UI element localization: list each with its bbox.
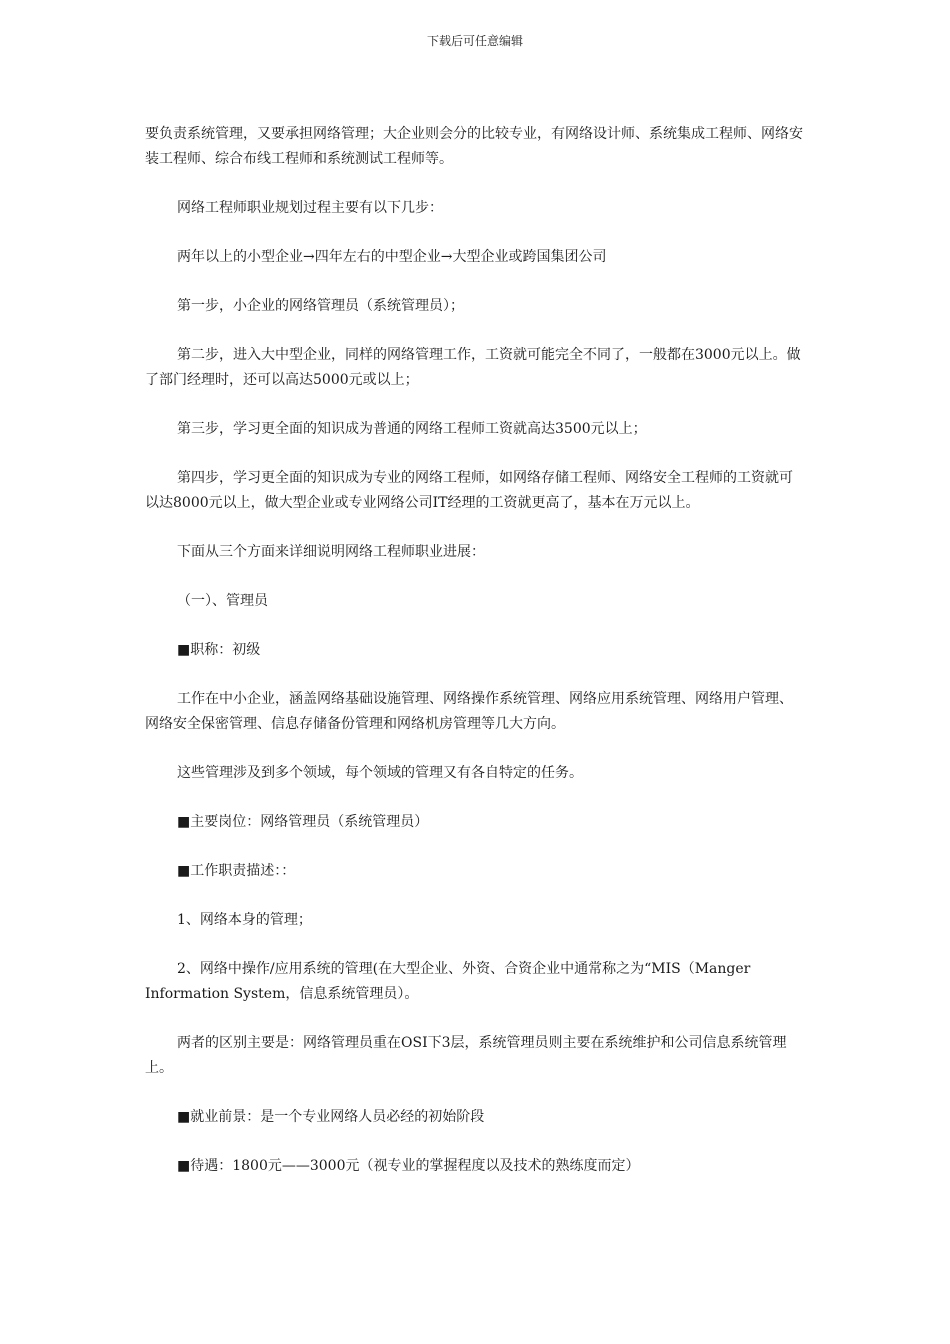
paragraph: 第二步，进入大中型企业，同样的网络管理工作，工资就可能完全不同了，一般都在3000元以上。做了部门经理时，还可以高达5000元或以上； <box>145 347 801 388</box>
list-item: 2、网络中操作/应用系统的管理(在大型企业、外资、合资企业中通常称之为“MIS（Manger Information System，信息系统管理员）。 <box>145 961 751 1002</box>
paragraph: 这些管理涉及到多个领域，每个领域的管理又有各自特定的任务。 <box>177 765 583 781</box>
paragraph: 网络工程师职业规划过程主要有以下几步： <box>177 200 443 216</box>
page-header: 下载后可任意编辑 <box>426 34 523 48</box>
section-heading: （一）、管理员 <box>177 593 268 609</box>
paragraph: 要负责系统管理，又要承担网络管理；大企业则会分的比较专业，有网络设计师、系统集成工程师、网络安装工程师、综合布线工程师和系统测试工程师等。 <box>145 126 803 167</box>
paragraph: 第四步，学习更全面的知识成为专业的网络工程师，如网络存储工程师、网络安全工程师的工资就可以达8000元以上，做大型企业或专业网络公司IT经理的工资就更高了，基本在万元以上。 <box>145 470 793 511</box>
document-body <box>145 122 805 1203</box>
list-item: 1、网络本身的管理； <box>177 912 312 928</box>
paragraph: 两者的区别主要是：网络管理员重在OSI下3层，系统管理员则主要在系统维护和公司信息系统管理上。 <box>145 1035 787 1076</box>
bullet-item: ■职称：初级 <box>177 642 261 658</box>
bullet-item: ■就业前景：是一个专业网络人员必经的初始阶段 <box>177 1109 485 1125</box>
paragraph: 第一步，小企业的网络管理员（系统管理员）； <box>177 298 464 314</box>
paragraph: 工作在中小企业，涵盖网络基础设施管理、网络操作系统管理、网络应用系统管理、网络用户管理、网络安全保密管理、信息存储备份管理和网络机房管理等几大方向。 <box>145 691 793 732</box>
bullet-item: ■待遇：1800元——3000元（视专业的掌握程度以及技术的熟练度而定） <box>177 1158 640 1174</box>
bullet-item: ■主要岗位：网络管理员（系统管理员） <box>177 814 429 830</box>
paragraph: 第三步，学习更全面的知识成为普通的网络工程师工资就高达3500元以上； <box>177 421 647 437</box>
paragraph: 下面从三个方面来详细说明网络工程师职业进展： <box>177 544 485 560</box>
bullet-item: ■工作职责描述：： <box>177 863 296 879</box>
paragraph: 两年以上的小型企业→四年左右的中型企业→大型企业或跨国集团公司 <box>177 249 607 265</box>
